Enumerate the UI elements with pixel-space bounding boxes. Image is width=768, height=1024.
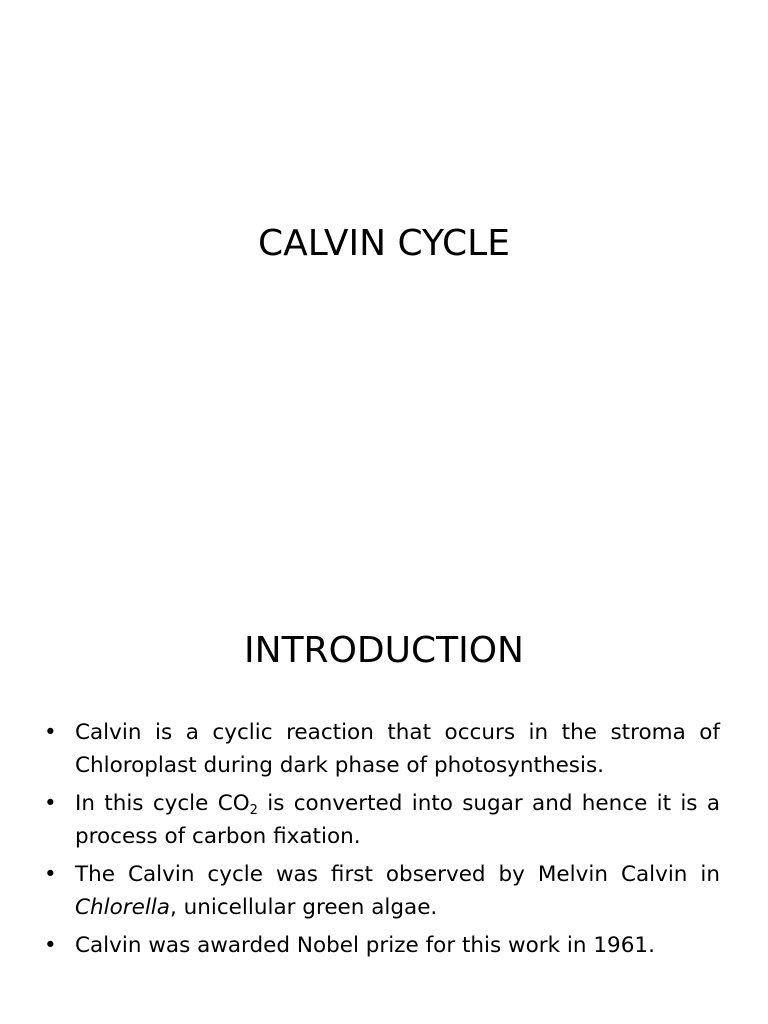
slide-title: CALVIN CYCLE	[258, 223, 510, 264]
section-heading: INTRODUCTION	[244, 630, 524, 671]
bullet-icon: •	[44, 862, 57, 887]
list-item	[44, 716, 720, 782]
bullet-text: Calvin was awarded Nobel prize for this work in 1961.	[75, 933, 655, 958]
bullet-text-pre: In this cycle CO	[75, 791, 250, 816]
list-item	[44, 929, 720, 962]
bullet-icon: •	[44, 933, 57, 958]
bullet-icon: •	[44, 720, 57, 745]
bullet-text-pre: The Calvin cycle was first observed by Melvin Calvin in	[75, 862, 720, 887]
bullet-text-post: , unicellular green algae.	[169, 895, 438, 920]
bullet-text-post: is converted into sugar and hence it is a process of carbon fixation.	[75, 791, 720, 849]
bullet-icon: •	[44, 791, 57, 816]
subscript-text: 2	[249, 803, 258, 818]
list-item	[44, 858, 720, 924]
list-item	[44, 787, 720, 853]
bullet-list	[44, 716, 720, 967]
italic-text: Chlorella	[75, 895, 170, 920]
bullet-text: Calvin is a cyclic reaction that occurs in the stroma of Chloroplast during dark phase of photosynthesis.	[75, 720, 720, 778]
